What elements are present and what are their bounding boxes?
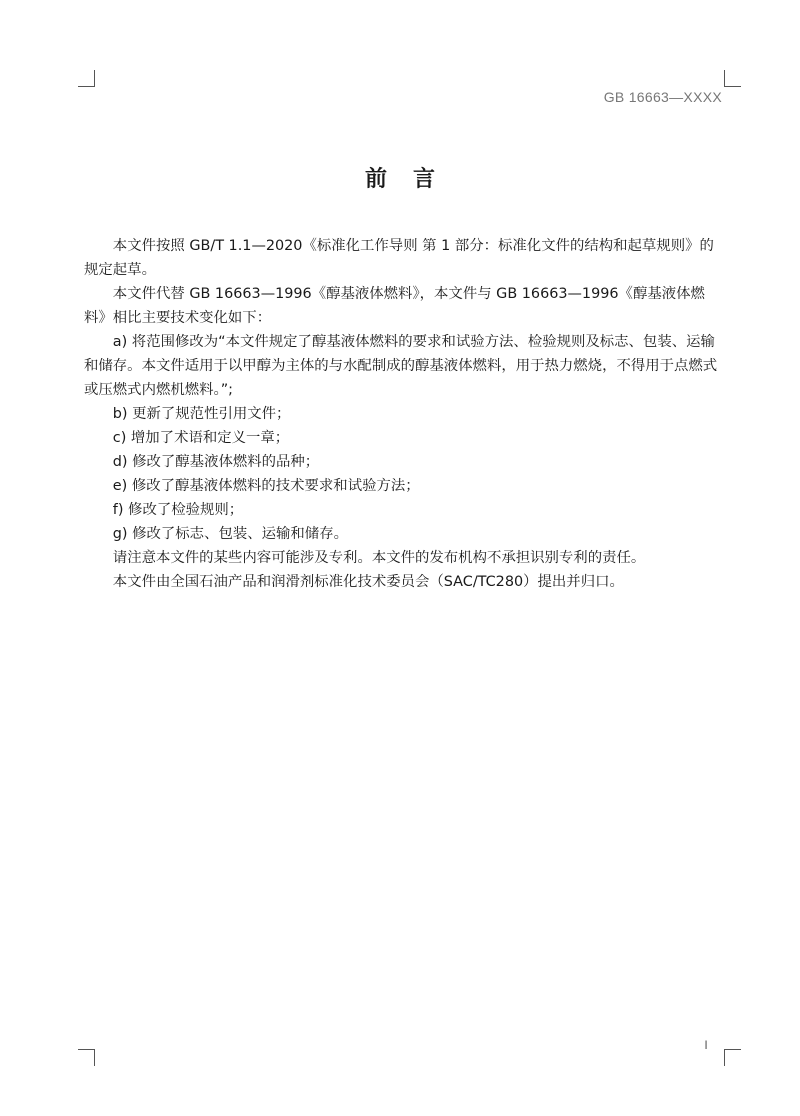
crop-mark-bottom-right	[724, 1049, 741, 1066]
crop-mark-top-left	[78, 70, 95, 87]
list-item-d: d) 修改了醇基液体燃料的品种；	[112, 454, 320, 470]
list-item-g: g) 修改了标志、包装、运输和储存。	[112, 526, 348, 542]
paragraph-drafting-rules: 本文件按照 GB/T 1.1—2020《标准化工作导则 第 1 部分：标准化文件的结构和起草规则》的规定起草。	[84, 238, 714, 278]
paragraph-patent-notice: 请注意本文件的某些内容可能涉及专利。本文件的发布机构不承担识别专利的责任。	[112, 550, 646, 566]
list-item-c: c) 增加了术语和定义一章；	[112, 430, 290, 446]
document-code: GB 16663—XXXX	[603, 89, 722, 105]
crop-mark-top-right	[724, 70, 741, 87]
list-item-b: b) 更新了规范性引用文件；	[112, 406, 291, 422]
list-item-f: f) 修改了检验规则；	[112, 502, 244, 518]
paragraph-replacement: 本文件代替 GB 16663—1996《醇基液体燃料》，本文件与 GB 16663—1996《醇基液体燃料》相比主要技术变化如下：	[84, 286, 705, 326]
page-number: I	[704, 1038, 708, 1052]
crop-mark-bottom-left	[78, 1049, 95, 1066]
paragraph-proposer: 本文件由全国石油产品和润滑剂标准化技术委员会（SAC/TC280）提出并归口。	[112, 574, 624, 590]
list-item-a: a) 将范围修改为“本文件规定了醇基液体燃料的要求和试验方法、检验规则及标志、包装、运输和储存。本文件适用于以甲醇为主体的与水配制成的醇基液体燃料，用于热力燃烧，不得用于点燃式或压燃式内燃机燃料。”;	[84, 334, 718, 398]
list-item-e: e) 修改了醇基液体燃料的技术要求和试验方法；	[112, 478, 420, 494]
page-title: 前言	[364, 167, 461, 192]
foreword-body	[84, 234, 720, 594]
